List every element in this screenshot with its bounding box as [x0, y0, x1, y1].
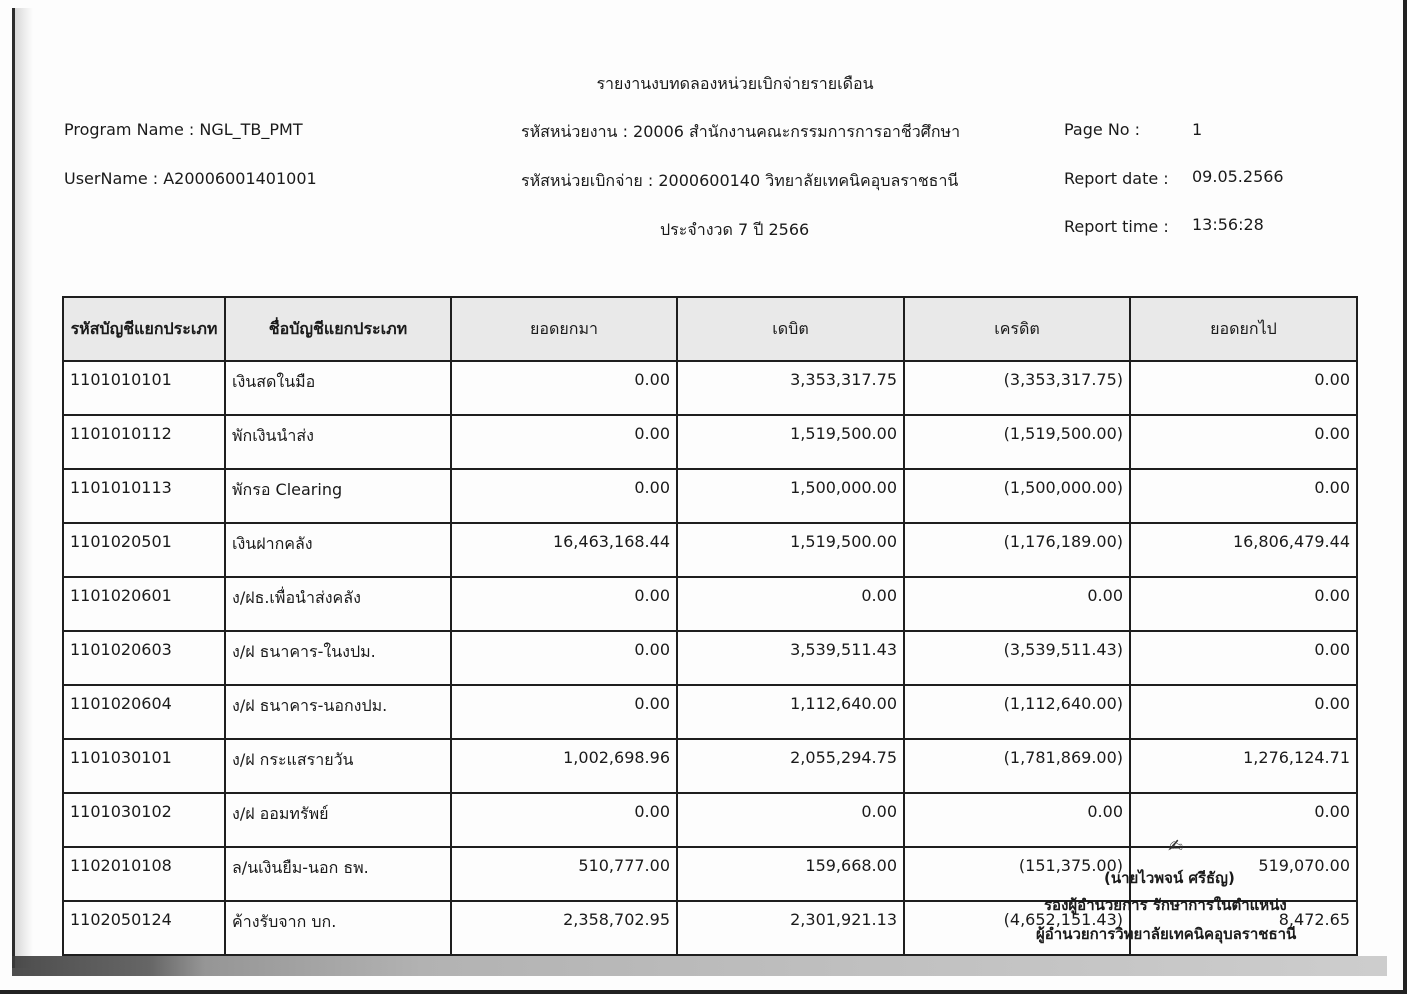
cell-credit: (3,353,317.75): [904, 361, 1130, 415]
table-row: [63, 739, 1357, 793]
cell-credit: 0.00: [904, 577, 1130, 631]
cell-account-name: เงินฝากคลัง: [225, 523, 451, 577]
cell-debit: 1,112,640.00: [677, 685, 904, 739]
cell-account-code: 1101010101: [63, 361, 225, 415]
cell-credit: (151,375.00): [904, 847, 1130, 901]
cell-brought-forward: 1,002,698.96: [451, 739, 677, 793]
signatory-name: (นายไวพจน์ ศรีธัญ): [1104, 869, 1235, 887]
table-row: [63, 793, 1357, 847]
table-header-row: [63, 297, 1357, 361]
cell-carried-forward: 0.00: [1130, 469, 1357, 523]
scan-edge-bottom: [0, 990, 1407, 994]
cell-account-code: 1101010113: [63, 469, 225, 523]
cell-credit: (3,539,511.43): [904, 631, 1130, 685]
table-row: [63, 469, 1357, 523]
cell-account-name: ง/ฝธ.เพื่อนำส่งคลัง: [225, 577, 451, 631]
page-no-value: 1: [1192, 120, 1203, 139]
cell-account-code: 1101030101: [63, 739, 225, 793]
cell-account-code: 1101030102: [63, 793, 225, 847]
cell-credit: 0.00: [904, 793, 1130, 847]
cell-credit: (4,652,151.43): [904, 901, 1130, 955]
page-no-label: Page No :: [1064, 120, 1141, 139]
program-name: Program Name : NGL_TB_PMT: [64, 120, 303, 139]
cell-debit: 2,055,294.75: [677, 739, 904, 793]
scan-edge-right: [1403, 0, 1407, 994]
signature-scribble: ✍: [1168, 836, 1184, 857]
cell-account-name: ง/ฝ ธนาคาร-ในงปม.: [225, 631, 451, 685]
table-row: [63, 415, 1357, 469]
table-row: [63, 523, 1357, 577]
cell-carried-forward: 0.00: [1130, 631, 1357, 685]
header-credit: เครดิต: [904, 297, 1130, 361]
cell-carried-forward: 0.00: [1130, 415, 1357, 469]
cell-account-name: ง/ฝ กระแสรายวัน: [225, 739, 451, 793]
report-time-value: 13:56:28: [1192, 215, 1264, 234]
cell-carried-forward: 0.00: [1130, 793, 1357, 847]
cell-credit: (1,519,500.00): [904, 415, 1130, 469]
cell-account-code: 1101020501: [63, 523, 225, 577]
cell-carried-forward: 16,806,479.44: [1130, 523, 1357, 577]
cell-brought-forward: 0.00: [451, 793, 677, 847]
period-line: ประจำงวด 7 ปี 2566: [660, 220, 810, 239]
cell-carried-forward: 1,276,124.71: [1130, 739, 1357, 793]
cell-account-code: 1102010108: [63, 847, 225, 901]
cell-account-code: 1101020601: [63, 577, 225, 631]
agency-line: รหัสหน่วยงาน : 20006 สำนักงานคณะกรรมการการอาชีวศึกษา: [521, 122, 961, 141]
report-date-value: 09.05.2566: [1192, 167, 1284, 186]
cell-brought-forward: 510,777.00: [451, 847, 677, 901]
scan-shadow: [15, 8, 33, 968]
cell-account-name: พักเงินนำส่ง: [225, 415, 451, 469]
cell-brought-forward: 0.00: [451, 415, 677, 469]
cell-account-name: ง/ฝ ธนาคาร-นอกงปม.: [225, 685, 451, 739]
cell-carried-forward: 8,472.65: [1130, 901, 1357, 955]
trial-balance-table: [62, 296, 1358, 956]
cell-brought-forward: 0.00: [451, 577, 677, 631]
table-row: [63, 631, 1357, 685]
cell-brought-forward: 2,358,702.95: [451, 901, 677, 955]
cell-account-code: 1102050124: [63, 901, 225, 955]
cell-credit: (1,112,640.00): [904, 685, 1130, 739]
cell-debit: 3,539,511.43: [677, 631, 904, 685]
cell-brought-forward: 16,463,168.44: [451, 523, 677, 577]
cell-credit: (1,176,189.00): [904, 523, 1130, 577]
report-date-label: Report date :: [1064, 169, 1169, 188]
signatory-position-line1: รองผู้อำนวยการ รักษาการในตำแหน่ง: [1044, 896, 1287, 914]
cell-credit: (1,781,869.00): [904, 739, 1130, 793]
cell-account-name: พักรอ Clearing: [225, 469, 451, 523]
cell-account-name: ง/ฝ ออมทรัพย์: [225, 793, 451, 847]
table-row: [63, 685, 1357, 739]
cell-account-name: ล/นเงินยืม-นอก ธพ.: [225, 847, 451, 901]
cell-debit: 3,353,317.75: [677, 361, 904, 415]
report-title: รายงานงบทดลองหน่วยเบิกจ่ายรายเดือน: [596, 74, 874, 93]
cell-debit: 1,500,000.00: [677, 469, 904, 523]
cell-carried-forward: 0.00: [1130, 577, 1357, 631]
header-account-name: ชื่อบัญชีแยกประเภท: [225, 297, 451, 361]
cell-debit: 159,668.00: [677, 847, 904, 901]
cell-carried-forward: 0.00: [1130, 685, 1357, 739]
cell-brought-forward: 0.00: [451, 469, 677, 523]
cell-account-code: 1101020603: [63, 631, 225, 685]
header-brought-forward: ยอดยกมา: [451, 297, 677, 361]
cell-debit: 2,301,921.13: [677, 901, 904, 955]
cell-brought-forward: 0.00: [451, 631, 677, 685]
cell-debit: 0.00: [677, 793, 904, 847]
cell-account-name: ค้างรับจาก บก.: [225, 901, 451, 955]
scan-shadow-band: [12, 956, 1387, 976]
table-row: [63, 361, 1357, 415]
cell-account-code: 1101020604: [63, 685, 225, 739]
cell-debit: 1,519,500.00: [677, 523, 904, 577]
table-row: [63, 577, 1357, 631]
disbursing-unit-line: รหัสหน่วยเบิกจ่าย : 2000600140 วิทยาลัยเทคนิคอุบลราชธานี: [521, 171, 959, 190]
cell-credit: (1,500,000.00): [904, 469, 1130, 523]
user-name: UserName : A20006001401001: [64, 169, 317, 188]
cell-account-code: 1101010112: [63, 415, 225, 469]
header-account-code: รหัสบัญชีแยกประเภท: [63, 297, 225, 361]
header-debit: เดบิต: [677, 297, 904, 361]
cell-debit: 1,519,500.00: [677, 415, 904, 469]
cell-carried-forward: 519,070.00: [1130, 847, 1357, 901]
cell-carried-forward: 0.00: [1130, 361, 1357, 415]
cell-account-name: เงินสดในมือ: [225, 361, 451, 415]
signatory-position-line2: ผู้อำนวยการวิทยาลัยเทคนิคอุบลราชธานี: [1036, 925, 1297, 943]
cell-debit: 0.00: [677, 577, 904, 631]
cell-brought-forward: 0.00: [451, 361, 677, 415]
cell-brought-forward: 0.00: [451, 685, 677, 739]
report-time-label: Report time :: [1064, 217, 1169, 236]
header-carried-forward: ยอดยกไป: [1130, 297, 1357, 361]
